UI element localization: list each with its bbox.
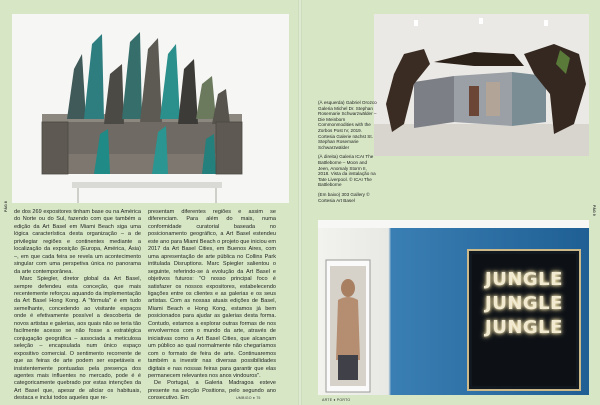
neon-word: JUNGLE	[485, 317, 563, 338]
article-column-1	[14, 209, 141, 403]
sculpture-blade-2	[84, 34, 104, 119]
neon-text-block	[476, 268, 572, 340]
neon-word: JUNGLE	[485, 269, 563, 290]
footer-left: UMBIGO ♦ 75	[236, 396, 261, 400]
caption-top-left: (À esquerda) Gabriel Orozco Galeria Michel Dr. Stephan Rosemarie Schwarzwälder – Die Meinborn Commonmodities with the Zorbos Post IV, 2019. Cortesia Galerie nächst St. Stephan Rosemarie Schwarzwälder	[318, 100, 377, 150]
article-column-2	[148, 209, 276, 403]
video-screen-1	[414, 76, 454, 128]
sculpture-photo	[12, 14, 289, 203]
sculpture-blade-1	[67, 54, 86, 119]
sculpture-illustration	[12, 14, 289, 203]
sculpture-blade-5	[196, 76, 216, 119]
article-paragraph: presentam diferentes regiões e assim se diferenciam. Para além do mais, numa conformidade curatorial baseada no posicionamento geográfico, a Art Basel estendeu este ano para Miami Beach o projeto que iniciou em 2017 da Art Basel Cities, em Buenos Aires, com uma apresentação de arte pública no Collins Park intitulada Disruptions. Marc Spiegler salientou o seguinte, referindo-se à evolução da Art Basel e objetivos futuros: "O nosso principal foco é satisfazer os nossos expositores, estabelecendo ligações entre os clientes e as galerias e os seus artistas. Com as nossas atuais edições de Basel, Miami Beach e Hong Kong, estamos já bem posicionados para ajudar as galerias desta forma. Contudo, estamos a explorar outras formas de nos envolvermos com o mundo da arte, através de iniciativas como a Art Basel Cities, que alcançam um público ao qual normalmente não chegaríamos com o formato de feira de arte. Continuaremos também a investir nas diversas possibilidades digitais e nas nossas feiras para garantir que elas permanecem relevantes nos anos vindouros".	[148, 209, 276, 379]
neon-word: JUNGLE	[485, 293, 563, 314]
plinth-top	[72, 182, 222, 188]
installation-illustration	[374, 14, 589, 156]
article-paragraph: Marc Spiegler, diretor global da Art Basel, sempre defendeu esta conceção, que mais recentemente reforçou aquando da implementação da Art Basel Hong Kong. A "fórmula" é em tudo semelhante, concedendo ao visitante espaços onde é efetivamente possível a descoberta de novos artistas e galerias, aos quais não se teria tão facilmente acesso se não fosse a estratégica conjugação geográfica – associada a meticulosa seleção – encapsulada num único espaço expositivo comercial. O sentimento recorrente de que as feiras de arte podem ser espetáveis e insistentemente pontuadas pela presença dos agentes mais influentes no mercado, pode é é categoricamente quebrado por estas intenções da Art Basel que, apesar de aliciar os habituais, destaca e inclui todos aqueles que re-	[14, 276, 141, 402]
footer-right: ARTE ♦ PORTO	[322, 398, 351, 402]
installation-photo	[374, 14, 589, 156]
folio-right: PÁG 9	[592, 205, 596, 216]
article-paragraph: De Portugal, a Galeria Madragoa esteve presente na secção Positions, pelo segundo ano consecutivo. Em	[148, 380, 276, 402]
video-screen-2	[454, 72, 512, 126]
gallery-photo	[318, 220, 589, 395]
sculpture-blade-3	[122, 32, 142, 119]
caption-top-right: (À direita) Galeria ICAI The Battleborne – Moon and Jeen, Anomaly Storm II, 2018. Vista da instalação na Tate Liverpool. © ICAI The Battleborne	[318, 154, 376, 188]
article-paragraph: de dos 269 expositores tinham base ou na América do Norte ou do Sul, fazendo com que também a edição da Art Basel em Miami Beach siga uma lógica característica desta organização – a de privilegiar regiões e continentes mediante a localização da exposição (Europa, América, Ásia) –, em que cada feira se revela um acontecimento singular com uma perspetiva única no panorama da arte contemporânea.	[14, 209, 141, 275]
sculpture-blade-4	[160, 44, 180, 119]
caption-block	[318, 100, 378, 207]
caption-bottom: (Em baixo) 303 Gallery © Cortesia Art Basel	[318, 191, 370, 203]
folio-left: PÁG 8	[4, 201, 8, 212]
page-spine	[298, 0, 302, 405]
